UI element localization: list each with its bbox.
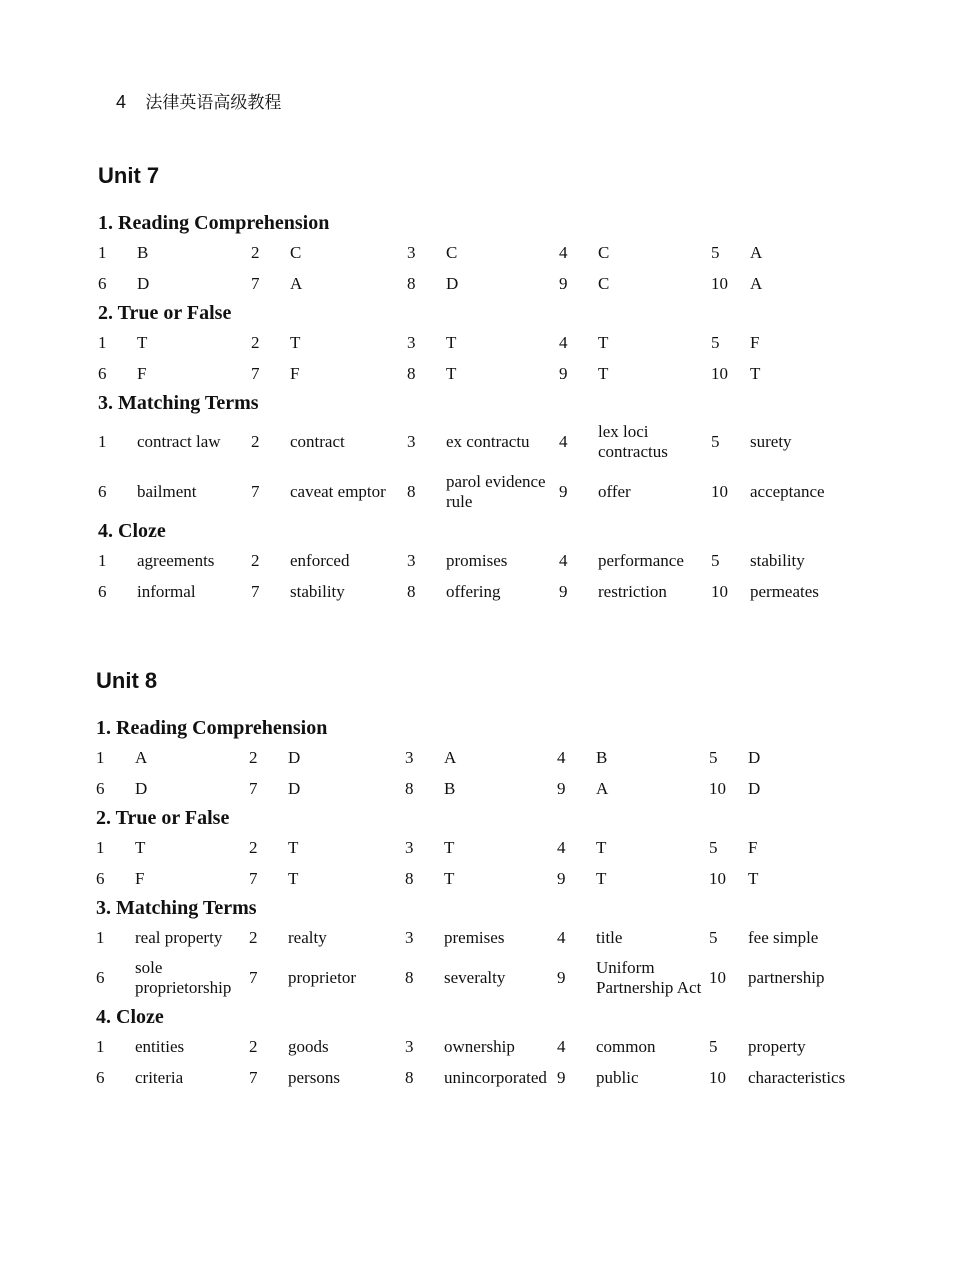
answer-value: T xyxy=(137,332,148,352)
question-number: 1 xyxy=(98,242,107,262)
question-number: 2 xyxy=(251,242,260,262)
answer-value: T xyxy=(596,868,607,888)
table-row xyxy=(98,576,860,607)
question-number: 7 xyxy=(249,968,258,987)
answer-value: A xyxy=(750,273,763,293)
answer-value: bailment xyxy=(137,482,197,501)
answer-value: lex loci contractus xyxy=(598,422,668,461)
answer-value: D xyxy=(748,778,761,798)
question-number: 1 xyxy=(96,837,105,857)
answer-value: fee simple xyxy=(748,927,819,947)
answer-value: T xyxy=(446,332,457,352)
question-number: 3 xyxy=(407,550,416,570)
answer-value: acceptance xyxy=(750,482,825,501)
question-number: 7 xyxy=(251,363,260,383)
unit-title: Unit 8 xyxy=(96,668,158,693)
question-number: 10 xyxy=(711,482,728,501)
question-number: 4 xyxy=(559,242,568,262)
answer-value: goods xyxy=(288,1036,329,1056)
answer-value: D xyxy=(288,778,301,798)
answer-value: T xyxy=(290,332,301,352)
answer-table xyxy=(96,742,858,804)
question-number: 5 xyxy=(711,242,720,262)
answer-value: F xyxy=(750,332,760,352)
answer-value: partnership xyxy=(748,968,825,987)
question-number: 3 xyxy=(407,332,416,352)
question-number: 9 xyxy=(559,273,568,293)
answer-value: severalty xyxy=(444,968,506,987)
answer-value: title xyxy=(596,927,623,947)
answer-table xyxy=(98,327,860,389)
table-row xyxy=(96,1031,858,1062)
answer-value: property xyxy=(748,1036,806,1056)
question-number: 7 xyxy=(249,1067,258,1087)
table-row xyxy=(96,832,858,863)
table-row xyxy=(96,742,858,773)
section-title: 1. Reading Comprehension xyxy=(98,212,330,234)
question-number: 9 xyxy=(559,581,568,601)
answer-value: realty xyxy=(288,927,327,947)
section-title: 3. Matching Terms xyxy=(96,897,257,919)
question-number: 8 xyxy=(407,363,416,383)
question-number: 5 xyxy=(709,1036,718,1056)
answer-value: restriction xyxy=(598,581,667,601)
answer-value: D xyxy=(748,747,761,767)
question-number: 2 xyxy=(251,332,260,352)
answer-value: C xyxy=(598,273,610,293)
question-number: 4 xyxy=(559,432,568,451)
question-number: 10 xyxy=(711,581,728,601)
answer-value: premises xyxy=(444,927,505,947)
answer-value: T xyxy=(750,363,761,383)
table-row xyxy=(98,417,860,467)
question-number: 3 xyxy=(405,837,414,857)
answer-table xyxy=(98,237,860,299)
table-row xyxy=(96,1062,858,1093)
question-number: 9 xyxy=(557,1067,566,1087)
answer-value: F xyxy=(135,868,145,888)
question-number: 7 xyxy=(251,581,260,601)
question-number: 5 xyxy=(711,432,720,451)
answer-value: offer xyxy=(598,482,631,501)
answer-value: sole proprietorship xyxy=(135,958,232,997)
question-number: 6 xyxy=(98,482,107,501)
question-number: 4 xyxy=(559,550,568,570)
answer-value: T xyxy=(598,363,609,383)
question-number: 7 xyxy=(251,482,260,501)
answer-value: F xyxy=(137,363,147,383)
answer-value: proprietor xyxy=(288,968,356,987)
question-number: 2 xyxy=(251,550,260,570)
answer-value: T xyxy=(288,837,299,857)
answer-value: common xyxy=(596,1036,656,1056)
answer-value: Uniform Partnership Act xyxy=(596,958,702,997)
question-number: 6 xyxy=(96,868,105,888)
answer-value: F xyxy=(748,837,758,857)
unit-title: Unit 7 xyxy=(98,163,160,188)
answer-value: permeates xyxy=(750,581,819,601)
question-number: 6 xyxy=(98,581,107,601)
answer-value: real property xyxy=(135,927,223,947)
question-number: 10 xyxy=(709,1067,726,1087)
unit-7 xyxy=(98,163,878,607)
question-number: 7 xyxy=(249,778,258,798)
question-number: 1 xyxy=(98,432,107,451)
answer-value: D xyxy=(446,273,459,293)
question-number: 3 xyxy=(405,927,414,947)
answer-value: contract xyxy=(290,432,345,451)
answer-value: public xyxy=(596,1067,639,1087)
question-number: 4 xyxy=(557,1036,566,1056)
table-row xyxy=(96,953,858,1003)
question-number: 8 xyxy=(407,581,416,601)
answer-value: T xyxy=(135,837,146,857)
answer-value: D xyxy=(137,273,150,293)
question-number: 2 xyxy=(249,837,258,857)
question-number: 4 xyxy=(557,747,566,767)
question-number: 10 xyxy=(711,273,728,293)
answer-value: B xyxy=(444,778,456,798)
answer-table xyxy=(96,1031,858,1093)
question-number: 5 xyxy=(709,927,718,947)
question-number: 8 xyxy=(407,482,416,501)
table-row xyxy=(98,268,860,299)
book-title: 法律英语高级教程 xyxy=(145,93,282,113)
question-number: 6 xyxy=(98,273,107,293)
question-number: 2 xyxy=(249,1036,258,1056)
answer-value: A xyxy=(596,778,609,798)
answer-table xyxy=(98,545,860,607)
answer-value: A xyxy=(750,242,763,262)
answer-table xyxy=(96,922,858,1003)
section-title: 2. True or False xyxy=(98,302,232,324)
question-number: 8 xyxy=(405,868,414,888)
answer-value: A xyxy=(444,747,457,767)
question-number: 10 xyxy=(709,968,726,987)
question-number: 4 xyxy=(557,837,566,857)
question-number: 9 xyxy=(557,968,566,987)
answer-value: T xyxy=(748,868,759,888)
answer-table xyxy=(96,832,858,894)
question-number: 3 xyxy=(407,242,416,262)
answer-value: T xyxy=(598,332,609,352)
section-title: 3. Matching Terms xyxy=(98,392,259,414)
answer-value: T xyxy=(596,837,607,857)
answer-value: T xyxy=(288,868,299,888)
page-header xyxy=(116,88,281,113)
question-number: 1 xyxy=(96,927,105,947)
answer-value: criteria xyxy=(135,1067,184,1087)
question-number: 9 xyxy=(559,363,568,383)
table-row xyxy=(98,327,860,358)
question-number: 5 xyxy=(709,747,718,767)
question-number: 8 xyxy=(407,273,416,293)
question-number: 10 xyxy=(709,778,726,798)
answer-value: agreements xyxy=(137,550,215,570)
answer-value: C xyxy=(446,242,458,262)
section-title: 4. Cloze xyxy=(98,520,166,542)
question-number: 3 xyxy=(405,1036,414,1056)
answer-value: enforced xyxy=(290,550,350,570)
question-number: 8 xyxy=(405,968,414,987)
question-number: 4 xyxy=(559,332,568,352)
answer-value: unincorporated xyxy=(444,1067,547,1087)
answer-value: B xyxy=(137,242,149,262)
answer-value: entities xyxy=(135,1036,185,1056)
answer-value: A xyxy=(290,273,303,293)
answer-value: T xyxy=(446,363,457,383)
question-number: 3 xyxy=(405,747,414,767)
question-number: 6 xyxy=(96,1067,105,1087)
table-row xyxy=(98,467,860,517)
table-row xyxy=(96,773,858,804)
answer-value: D xyxy=(135,778,148,798)
table-row xyxy=(98,237,860,268)
question-number: 1 xyxy=(98,550,107,570)
answer-value: A xyxy=(135,747,148,767)
answer-table xyxy=(98,417,860,517)
answer-value: C xyxy=(598,242,610,262)
question-number: 5 xyxy=(711,550,720,570)
answer-value: C xyxy=(290,242,302,262)
question-number: 9 xyxy=(559,482,568,501)
question-number: 2 xyxy=(251,432,260,451)
answer-value: performance xyxy=(598,550,684,570)
answer-value: D xyxy=(288,747,301,767)
section-title: 4. Cloze xyxy=(96,1006,164,1028)
question-number: 1 xyxy=(98,332,107,352)
answer-value: stability xyxy=(290,581,345,601)
page-number: 4 xyxy=(116,92,127,112)
table-row xyxy=(96,863,858,894)
answer-value: promises xyxy=(446,550,508,570)
question-number: 3 xyxy=(407,432,416,451)
question-number: 10 xyxy=(711,363,728,383)
question-number: 8 xyxy=(405,1067,414,1087)
answer-value: ownership xyxy=(444,1036,515,1056)
table-row xyxy=(96,922,858,953)
answer-value: offering xyxy=(446,581,501,601)
section-title: 1. Reading Comprehension xyxy=(96,717,328,739)
question-number: 6 xyxy=(96,968,105,987)
answer-value: characteristics xyxy=(748,1067,846,1087)
question-number: 2 xyxy=(249,927,258,947)
question-number: 10 xyxy=(709,868,726,888)
question-number: 9 xyxy=(557,868,566,888)
question-number: 8 xyxy=(405,778,414,798)
question-number: 6 xyxy=(96,778,105,798)
question-number: 9 xyxy=(557,778,566,798)
answer-value: T xyxy=(444,868,455,888)
question-number: 5 xyxy=(711,332,720,352)
question-number: 6 xyxy=(98,363,107,383)
unit-8 xyxy=(96,668,876,1093)
table-row xyxy=(98,545,860,576)
question-number: 1 xyxy=(96,747,105,767)
answer-value: informal xyxy=(137,581,196,601)
question-number: 2 xyxy=(249,747,258,767)
answer-value: caveat emptor xyxy=(290,482,386,501)
question-number: 1 xyxy=(96,1036,105,1056)
answer-value: stability xyxy=(750,550,805,570)
answer-value: surety xyxy=(750,432,792,451)
question-number: 7 xyxy=(249,868,258,888)
answer-value: T xyxy=(444,837,455,857)
question-number: 4 xyxy=(557,927,566,947)
answer-value: parol evidence rule xyxy=(446,472,546,511)
answer-value: F xyxy=(290,363,300,383)
table-row xyxy=(98,358,860,389)
section-title: 2. True or False xyxy=(96,807,230,829)
answer-value: ex contractu xyxy=(446,432,530,451)
answer-value: persons xyxy=(288,1067,340,1087)
question-number: 5 xyxy=(709,837,718,857)
answer-value: B xyxy=(596,747,608,767)
question-number: 7 xyxy=(251,273,260,293)
answer-value: contract law xyxy=(137,432,221,451)
